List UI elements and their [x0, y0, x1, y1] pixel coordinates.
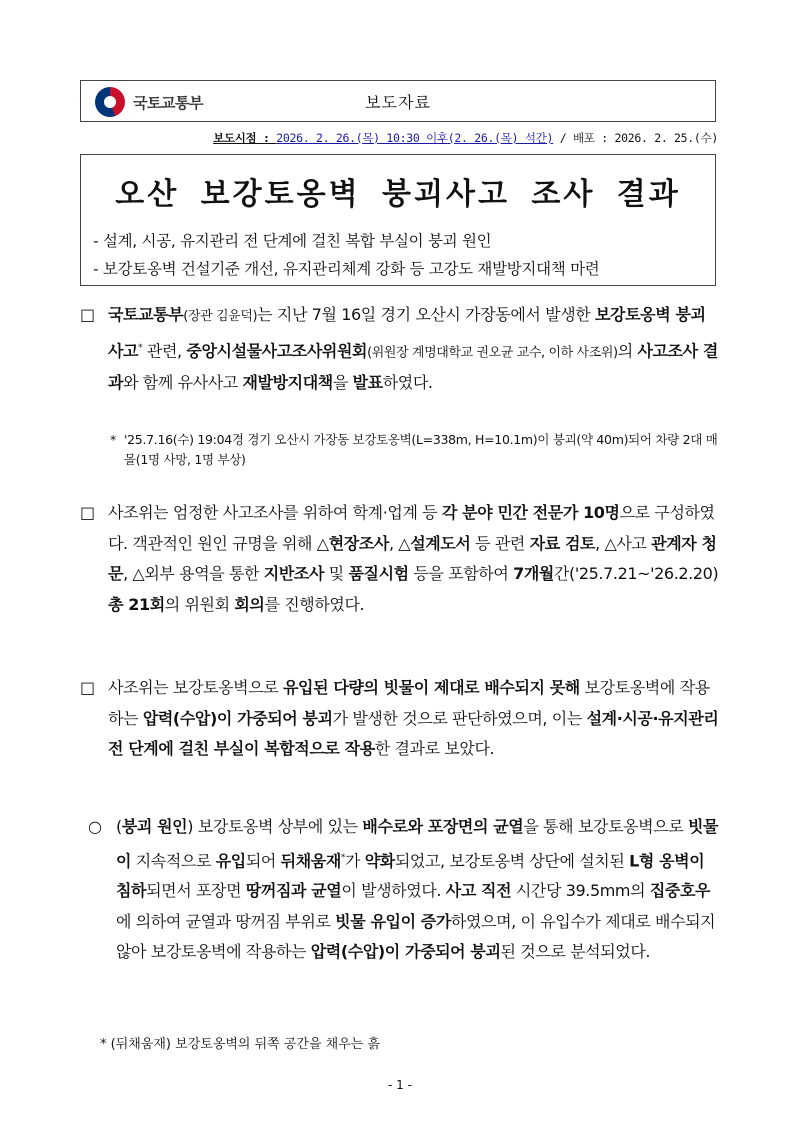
text-span: 품질시험	[348, 564, 409, 583]
box-bullet: □	[80, 678, 95, 697]
text-span: 하였으며, 이 유입수가 제대로 배수되지 않아 보강토옹벽에 작용하는	[116, 911, 716, 962]
text-span: 설계도서	[410, 533, 471, 553]
text-span: 총 21회	[108, 594, 165, 614]
text-span: 된 것으로 분석되었다.	[500, 942, 651, 962]
paragraph-1	[80, 300, 720, 399]
box-bullet: □	[80, 305, 95, 324]
text-span: 의 위원회	[164, 594, 235, 614]
text-span: 간('25.7.21~'26.2.20)	[553, 564, 719, 583]
text-span: 각 분야 민간 전문가 10명	[441, 503, 620, 522]
text-span: , △외부 용역을 통한	[123, 564, 264, 583]
text-span: 되어	[245, 850, 281, 870]
footnote: * (뒤채움재) 보강토옹벽의 뒤쪽 공간을 채우는 흙	[100, 1037, 381, 1052]
text-span: 유입된 다량의 빗물이 제대로 배수되지 못해	[283, 678, 580, 697]
text-span: 빗물이	[116, 817, 719, 870]
text-span: L형 옹벽이 침하	[116, 850, 705, 901]
footnote-mark: *	[340, 852, 345, 863]
text-span: 으로 구성하였다. 객관적인 원인 규명을 위해 △	[108, 503, 715, 553]
paper-edition: (2. 26.(목) 석간)	[447, 131, 554, 145]
text-span: 을 통해 보강토옹벽으로	[523, 817, 688, 836]
paragraph-1-text	[108, 300, 720, 399]
text-span: 와 함께 유사사고	[123, 373, 243, 393]
text-span: 붕괴 원인	[121, 817, 188, 836]
logo-text: 국토교통부	[133, 94, 203, 112]
text-span: 보강토옹벽 붕괴사고	[108, 305, 706, 360]
text-span: 7개월	[513, 564, 554, 583]
text-span: 집중호우	[649, 881, 711, 901]
paragraph-3-text	[108, 673, 720, 765]
page-number: - 1 -	[388, 1078, 412, 1092]
text-span: 하였다.	[382, 373, 433, 393]
paragraph-2-text	[108, 498, 720, 620]
text-span: (장관 김윤덕)	[183, 309, 258, 324]
text-span: 사고 직전	[445, 881, 512, 901]
text-span: 가 발생한 것으로 판단하였으며, 이는	[332, 708, 587, 728]
text-span: 시간당 39.5mm의	[511, 881, 650, 901]
distribution-date: : 2026. 2. 25.(수)	[594, 131, 718, 145]
text-span: 설계·시공·유지관리 전 단계에 걸친 부실이 복합적으로 작용	[108, 708, 719, 758]
text-span: 을	[332, 373, 353, 393]
text-span: 중앙시설물사고조사위원회	[186, 340, 368, 360]
text-span: 되었고, 보강토옹벽 상단에 설치된	[394, 850, 630, 870]
text-span: 약화	[364, 850, 395, 870]
text-span: 지반조사	[263, 564, 325, 583]
text-span: 유입	[215, 850, 246, 870]
text-span: 가	[345, 850, 365, 870]
box-bullet: □	[80, 503, 95, 522]
paragraph-4-text	[116, 812, 720, 968]
text-span: 배수로와 포장면의 균열	[362, 817, 524, 836]
text-span: 땅꺼짐과 균열	[245, 881, 342, 901]
text-span: ) 보강토옹벽 상부에 있는	[187, 817, 363, 836]
text-span: 현장조사	[328, 533, 389, 553]
text-span: 의	[617, 340, 638, 360]
text-span: 는 지난 7월 16일 경기 오산시 가장동에서 발생한	[257, 305, 595, 324]
release-sep: :	[256, 131, 277, 145]
paragraph-4	[88, 812, 720, 968]
release-label: 보도시점	[213, 131, 257, 145]
footnote-mark: *	[138, 342, 143, 353]
text-span: 회의	[234, 594, 265, 614]
text-span: 압력(수압)이 가중되어 붕괴	[310, 942, 501, 962]
header-box	[80, 80, 716, 122]
text-span: 등을 포함하여	[408, 564, 514, 583]
text-span: 지속적으로	[131, 850, 216, 870]
text-span: 발표	[352, 373, 383, 393]
text-span: 관계자 청문	[108, 533, 717, 583]
text-span: 한 결과로 보았다.	[374, 739, 495, 758]
release-info	[213, 130, 718, 146]
text-span: (위원장 계명대학교 권오균 교수, 이하 사조위)	[367, 344, 618, 360]
text-span: 관련,	[142, 340, 187, 360]
page-title: 오산 보강토옹벽 붕괴사고 조사 결과	[115, 177, 681, 212]
embargo-time: 2026. 2. 26.(목) 10:30 이후	[276, 131, 448, 145]
note-1-text: '25.7.16(수) 19:04경 경기 오산시 가장동 보강토옹벽(L=338m, H=10.1m)이 붕괴(약 40m)되어 차량 2대 매몰(1명 사망, 1명 부상)	[124, 432, 718, 467]
paragraph-3	[80, 673, 720, 765]
text-span: 압력(수압)이 가중되어 붕괴	[142, 708, 333, 728]
text-span: (	[116, 817, 122, 836]
text-span: 에 의하여 균열과 땅꺼짐 부위로	[116, 911, 336, 931]
text-span: 국토교통부	[108, 305, 184, 324]
text-span: , △사고	[595, 533, 652, 553]
circle-bullet: ○	[88, 817, 102, 836]
text-span: 재발방지대책	[242, 373, 333, 393]
text-span: 뒤채움재	[280, 850, 341, 870]
text-span: 빗물 유입이 증가	[335, 911, 451, 931]
subtitle-1: - 설계, 시공, 유지관리 전 단계에 걸친 복합 부실이 붕괴 원인	[93, 232, 492, 250]
doc-type: 보도자료	[365, 93, 431, 112]
text-span: 및	[324, 564, 349, 583]
text-span: 사조위는 엄정한 사고조사를 위하여 학계·업계 등	[108, 503, 442, 522]
text-span: 등 관련	[470, 533, 530, 553]
text-span: 되면서 포장면	[146, 881, 246, 901]
text-span: 보강토옹벽에 작용하는	[108, 678, 710, 728]
note-1	[110, 430, 720, 470]
distribution-label: / 배포	[553, 131, 595, 145]
text-span: 사고조사 결과	[108, 340, 718, 393]
paragraph-2	[80, 498, 720, 620]
text-span: 를 진행하였다.	[264, 594, 365, 614]
title-box	[80, 154, 716, 286]
text-span: 자료 검토	[529, 533, 596, 553]
text-span: , △	[388, 533, 411, 553]
subtitle-2: - 보강토옹벽 건설기준 개선, 유지관리체계 강화 등 고강도 재발방지대책 마련	[93, 260, 600, 278]
star-mark: *	[110, 432, 116, 447]
text-span: 이 발생하였다.	[341, 881, 446, 901]
text-span: 사조위는 보강토옹벽으로	[108, 678, 283, 697]
